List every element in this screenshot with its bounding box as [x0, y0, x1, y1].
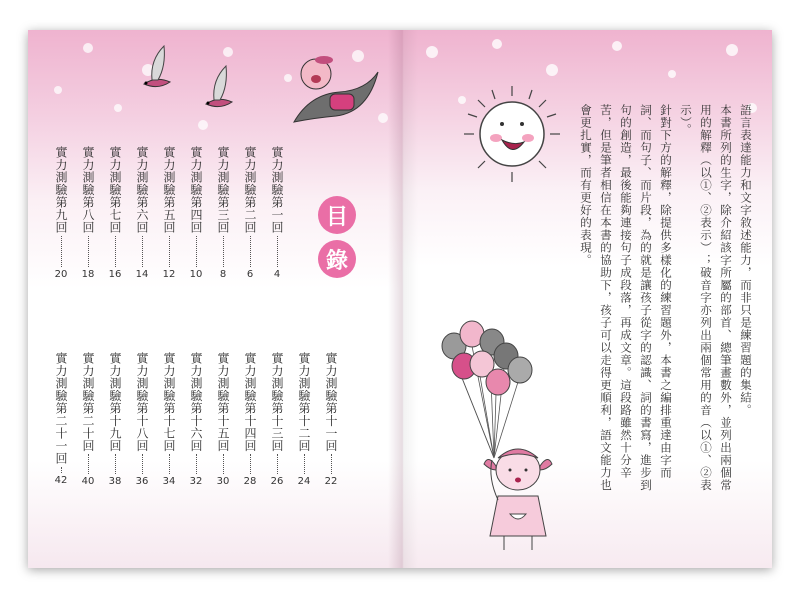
toc-leader [61, 467, 62, 473]
toc-leader [142, 236, 143, 267]
toc-entry-title: 實力測驗第八回 [81, 146, 95, 234]
toc-entry[interactable] [107, 352, 123, 487]
toc-heading-char-1: 目 [318, 196, 356, 234]
toc-entry[interactable] [242, 146, 258, 280]
toc-page-number: 24 [297, 476, 311, 487]
intro-paragraph: 本書所列的生字，除介紹該字所屬的部首、總筆畫數外，並列出兩個常用的解釋（以①、②表示）；破音字亦列出兩個常用的音（以①、②表示）。 [679, 104, 733, 492]
flying-child-icon [290, 52, 380, 134]
toc-page-number: 20 [54, 268, 68, 280]
toc-entry[interactable] [215, 352, 231, 487]
toc-entry-title: 實力測驗第十七回 [162, 352, 176, 452]
toc-page-number: 18 [81, 268, 95, 280]
toc-page-number: 22 [324, 476, 338, 487]
toc-leader [250, 236, 251, 267]
toc-entry-title: 實力測驗第六回 [135, 146, 149, 234]
toc-entry-title: 實力測驗第十三回 [270, 352, 284, 452]
toc-entry[interactable] [134, 352, 150, 487]
toc-page-number: 6 [246, 268, 254, 280]
intro-text [576, 104, 756, 494]
toc-leader [169, 236, 170, 267]
toc-page-number: 30 [216, 476, 230, 487]
toc-page-number: 4 [273, 268, 281, 280]
toc-page-number: 16 [108, 268, 122, 280]
toc-entry-title: 實力測驗第二回 [243, 146, 257, 234]
toc-leader [304, 454, 305, 474]
toc-page-number: 12 [162, 268, 176, 280]
toc-entry[interactable] [323, 352, 339, 487]
toc-entry-title: 實力測驗第二十一回 [54, 352, 68, 465]
toc-entry-title: 實力測驗第五回 [162, 146, 176, 234]
toc-leader [169, 454, 170, 474]
toc-entry-title: 實力測驗第十九回 [108, 352, 122, 452]
toc-entry[interactable] [188, 352, 204, 487]
toc-entry[interactable] [134, 146, 150, 280]
toc-page-number: 38 [108, 476, 122, 487]
intro-paragraph: 針對下方的解釋，除提供多樣化的練習題外，本書之編排重達由字而詞、而句子、而片段，為的就是讓孩子從字的認識、詞的書寫，進步到句的創造，最後能夠連接句子成段落，再成文章。這段路雖然十分辛苦，但是筆者相信在本書的協助下，孩子可以走得更順利，語文能力也會更扎實，而有更好的表現。 [579, 104, 673, 492]
toc-page-number: 14 [135, 268, 149, 280]
toc-leader [196, 236, 197, 267]
toc-page-number: 36 [135, 476, 149, 487]
toc-entry-title: 實力測驗第三回 [216, 146, 230, 234]
toc-entry-title: 實力測驗第一回 [270, 146, 284, 234]
bird-icon [124, 42, 234, 122]
right-page [402, 30, 772, 568]
toc-leader [250, 454, 251, 474]
toc-heading-char-2: 錄 [318, 240, 356, 278]
toc-leader [115, 236, 116, 267]
toc-leader [88, 454, 89, 474]
toc-entry[interactable] [269, 352, 285, 487]
toc-entry-title: 實力測驗第十五回 [216, 352, 230, 452]
toc-leader [223, 454, 224, 474]
toc-leader [331, 454, 332, 474]
toc-entry[interactable] [161, 352, 177, 487]
toc-leader [196, 454, 197, 474]
open-book [28, 30, 772, 568]
toc-entry-title: 實力測驗第二十回 [81, 352, 95, 452]
toc-entry-title: 實力測驗第十八回 [135, 352, 149, 452]
toc-entry[interactable] [188, 146, 204, 280]
sun-icon [462, 84, 562, 184]
toc-entry-title: 實力測驗第九回 [54, 146, 68, 234]
toc-entry[interactable] [269, 146, 285, 280]
toc-entry-title: 實力測驗第十二回 [297, 352, 311, 452]
toc-entry[interactable] [80, 146, 96, 280]
toc-page-number: 26 [270, 476, 284, 487]
toc-entry-title: 實力測驗第四回 [189, 146, 203, 234]
girl-with-balloons-icon [432, 318, 572, 554]
left-page [28, 30, 402, 568]
toc-entry[interactable] [107, 146, 123, 280]
toc-leader [277, 236, 278, 267]
toc-entry[interactable] [242, 352, 258, 487]
toc-entry[interactable] [53, 352, 69, 486]
toc-entry-title: 實力測驗第十六回 [189, 352, 203, 452]
toc-leader [88, 236, 89, 267]
toc-page-number: 40 [81, 476, 95, 487]
toc-leader [61, 236, 62, 267]
toc-leader [223, 236, 224, 267]
toc-entry[interactable] [53, 146, 69, 280]
toc-leader [142, 454, 143, 474]
toc-entry-title: 實力測驗第七回 [108, 146, 122, 234]
toc-entry[interactable] [296, 352, 312, 487]
toc-entry-title: 實力測驗第十四回 [243, 352, 257, 452]
intro-paragraph: 語言表達能力和文字敘述能力，而非只是練習題的集結。 [739, 104, 753, 417]
toc-page-number: 42 [54, 474, 68, 486]
toc-entry-title: 實力測驗第十一回 [324, 352, 338, 452]
toc-leader [115, 454, 116, 474]
toc-page-number: 34 [162, 476, 176, 487]
toc-page-number: 28 [243, 476, 257, 487]
toc-leader [277, 454, 278, 474]
toc-entry[interactable] [80, 352, 96, 487]
toc-entry[interactable] [215, 146, 231, 280]
toc-page-number: 10 [189, 268, 203, 280]
toc-page-number: 8 [219, 268, 227, 280]
toc-page-number: 32 [189, 476, 203, 487]
toc-entry[interactable] [161, 146, 177, 280]
